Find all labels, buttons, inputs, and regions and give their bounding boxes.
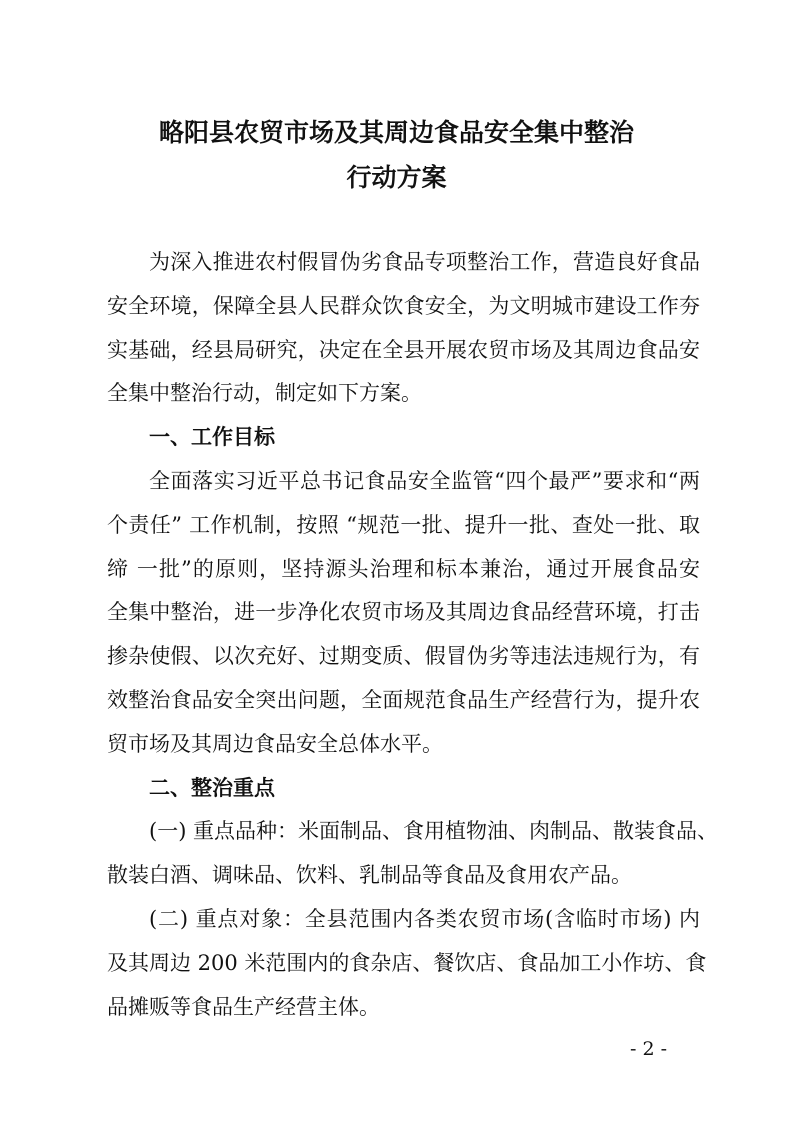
section-heading: 一、工作目标 [149, 425, 275, 450]
paragraph-line: (一) 重点品种：米面制品、食用植物油、肉制品、散装食品、 [149, 819, 719, 844]
paragraph-line: 贸市场及其周边食品安全总体水平。 [107, 731, 443, 756]
paragraph-line: 全集中整治，进一步净化农贸市场及其周边食品经营环境，打击 [107, 600, 700, 625]
paragraph-line: 散装白酒、调味品、饮料、乳制品等食品及食用农产品。 [107, 863, 632, 888]
page-number: - 2 - [630, 1038, 668, 1060]
paragraph-line: 实基础，经县局研究，决定在全县开展农贸市场及其周边食品安 [107, 337, 700, 362]
document-title-line2: 行动方案 [346, 163, 447, 192]
document-title: 略阳县农贸市场及其周边食品安全集中整治 [158, 118, 634, 147]
paragraph-line: 个责任” 工作机制，按照 “规范一批、提升一批、查处一批、取 [107, 512, 700, 537]
paragraph-line: 为深入推进农村假冒伪劣食品专项整治工作，营造良好食品 [149, 250, 700, 274]
paragraph-line: 及其周边 200 米范围内的食杂店、餐饮店、食品加工小作坊、食 [107, 950, 707, 975]
paragraph-line: 掺杂使假、以次充好、过期变质、假冒伪劣等违法违规行为，有 [107, 644, 700, 669]
paragraph-line: 品摊贩等食品生产经营主体。 [107, 994, 380, 1019]
paragraph-line: 安全环境，保障全县人民群众饮食安全，为文明城市建设工作夯 [107, 293, 700, 318]
document-body [107, 241, 719, 1029]
paragraph-line: (二) 重点对象：全县范围内各类农贸市场(含临时市场) 内 [149, 906, 700, 931]
paragraph-line: 全面落实习近平总书记食品安全监管“四个最严”要求和“两 [149, 468, 700, 493]
section-heading: 二、整治重点 [149, 775, 275, 800]
paragraph-line: 全集中整治行动，制定如下方案。 [107, 381, 422, 406]
paragraph-line: 缔 一批”的原则，坚持源头治理和标本兼治，通过开展食品安 [107, 556, 700, 581]
paragraph-line: 效整治食品安全突出问题，全面规范食品生产经营行为，提升农 [107, 687, 700, 712]
